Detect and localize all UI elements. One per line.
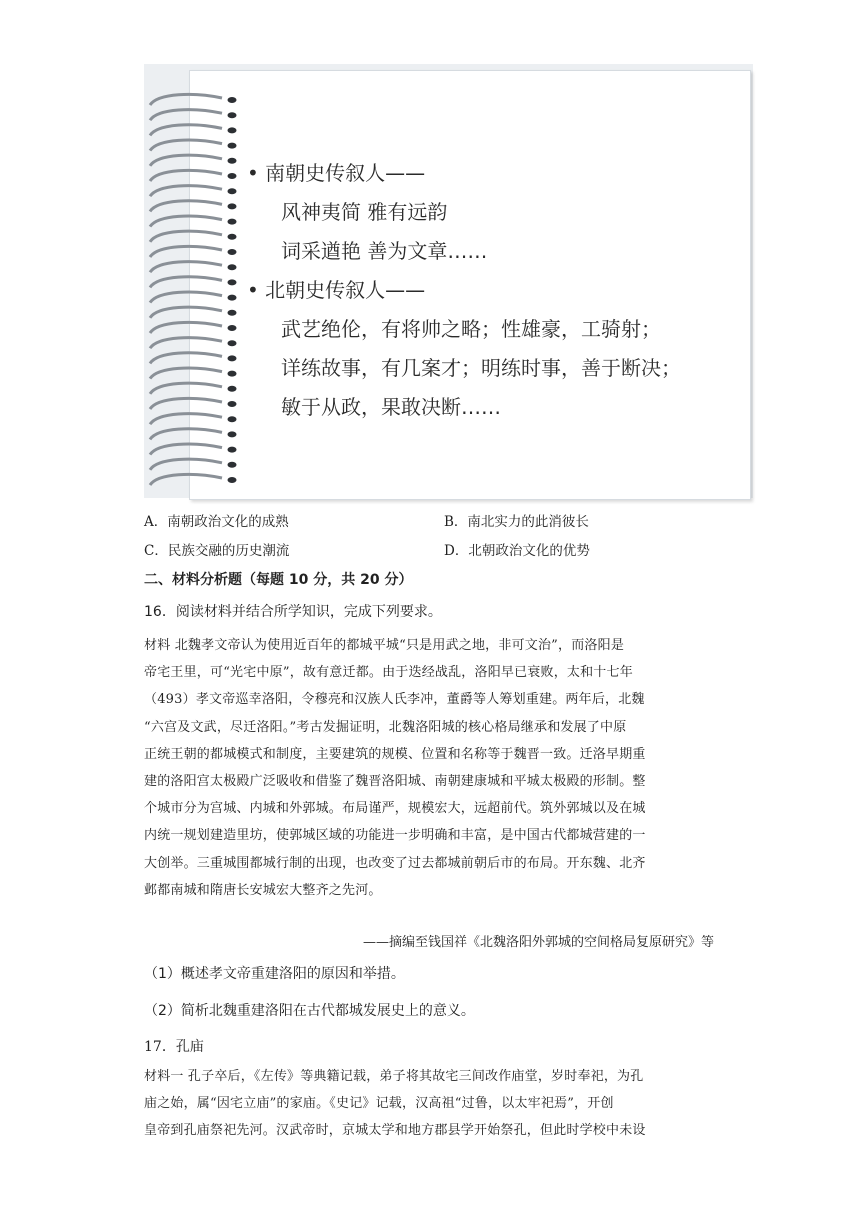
- notebook-line: 武艺绝伦，有将帅之略；性雄豪，工骑射；: [281, 317, 661, 341]
- spiral-ring: [150, 353, 222, 364]
- binding-hole: [228, 219, 237, 225]
- spiral-ring: [150, 292, 222, 303]
- binding-hole: [228, 97, 237, 103]
- binding-hole: [228, 431, 237, 437]
- question-17-title: 17．孔庙: [144, 1039, 204, 1055]
- spiral-ring: [150, 474, 222, 485]
- binding-hole: [228, 447, 237, 453]
- binding-hole: [228, 279, 237, 285]
- spiral-ring: [150, 338, 222, 349]
- binding-hole: [228, 158, 237, 164]
- binding-hole: [228, 386, 237, 392]
- material-line: 正统王朝的都城模式和制度，主要建筑的规模、位置和名称等于魏晋一致。迁洛早期重: [144, 746, 646, 762]
- question-16-sub1: （1）概述孝文帝重建洛阳的原因和举措。: [144, 966, 405, 982]
- material-line: 帝宅王里，可“光宅中原”，故有意迁都。由于迭经战乱，洛阳早已衰败，太和十七年: [144, 665, 633, 681]
- spiral-ring: [150, 383, 222, 394]
- binding-hole: [228, 143, 237, 149]
- binding-hole: [228, 234, 237, 240]
- spiral-ring: [150, 429, 222, 440]
- spiral-ring: [150, 216, 222, 227]
- material-line: 建的洛阳宫太极殿广泛吸收和借鉴了魏晋洛阳城、南朝建康城和平城太极殿的形制。整: [144, 774, 646, 790]
- spiral-ring: [150, 459, 222, 470]
- spiral-ring: [150, 246, 222, 257]
- material-line: 个城市分为宫城、内城和外郭城。布局谨严，规模宏大，远超前代。筑外郭城以及在城: [144, 801, 646, 817]
- binding-hole: [228, 355, 237, 361]
- binding-hole: [228, 127, 237, 133]
- spiral-ring: [150, 414, 222, 425]
- notebook-line: 风神夷简 雅有远韵: [281, 200, 448, 224]
- spiral-ring: [150, 368, 222, 379]
- material-line: 内统一规划建造里坊，使郭城区域的功能进一步明确和丰富，是中国古代都城营建的一: [144, 828, 646, 844]
- spiral-ring: [150, 444, 222, 455]
- material-line: 皇帝到孔庙祭祀先河。汉武帝时，京城太学和地方郡县学开始祭孔，但此时学校中未设: [144, 1123, 646, 1139]
- material-line: 大创举。三重城围都城行制的出现，也改变了过去都城前朝后市的布局。开东魏、北齐: [144, 855, 646, 871]
- question-16-sub2: （2）简析北魏重建洛阳在古代都城发展史上的意义。: [144, 1003, 475, 1019]
- binding-hole: [228, 371, 237, 377]
- material-line: （493）孝文帝巡幸洛阳，令穆亮和汉族人氏李冲，董爵等人筹划重建。两年后，北魏: [144, 692, 645, 708]
- notebook-text: [247, 154, 681, 427]
- material-line: 材料 北魏孝文帝认为使用近百年的都城平城“只是用武之地，非可文治”，而洛阳是: [144, 638, 625, 653]
- spiral-ring: [150, 262, 222, 273]
- binding-hole: [228, 401, 237, 407]
- notebook-figure: [144, 64, 753, 498]
- option-b: B．南北实力的此消彼长: [444, 514, 589, 530]
- binding-hole: [228, 477, 237, 483]
- spiral-ring: [150, 231, 222, 242]
- binding-hole: [228, 249, 237, 255]
- binding-hole: [228, 340, 237, 346]
- material-line: “六宫及文武，尽迁洛阳。”考古发掘证明，北魏洛阳城的核心格局继承和发展了中原: [144, 719, 627, 735]
- option-d: D．北朝政治文化的优势: [444, 543, 590, 559]
- spiral-ring: [150, 186, 222, 197]
- spiral-ring: [150, 125, 222, 136]
- spiral-ring: [150, 277, 222, 288]
- material-line: 邺都南城和隋唐长安城宏大整齐之先河。: [144, 882, 382, 898]
- option-a: A．南朝政治文化的成熟: [144, 514, 289, 530]
- notebook-line: • 南朝史传叙人——: [247, 161, 426, 185]
- binding-hole: [228, 325, 237, 331]
- binding-hole: [228, 310, 237, 316]
- material-source: ——摘编至钱国祥《北魏洛阳外郭城的空间格局复原研究》等: [362, 935, 714, 950]
- spiral-ring: [150, 307, 222, 318]
- binding-hole: [228, 173, 237, 179]
- spiral-ring: [150, 170, 222, 181]
- spiral-ring: [150, 201, 222, 212]
- question-17-material: [144, 1063, 716, 1145]
- binding-hole: [228, 188, 237, 194]
- notebook-line: 敏于从政，果敢决断……: [281, 395, 501, 419]
- spiral-binding-icon: [144, 78, 254, 498]
- material-line: 庙之始，属“因宅立庙”的家庙。《史记》记载，汉高祖“过鲁，以太牢祀焉”，开创: [144, 1096, 614, 1112]
- binding-hole: [228, 112, 237, 118]
- spiral-ring: [150, 322, 222, 333]
- question-16-stem: 16．阅读材料并结合所学知识，完成下列要求。: [144, 604, 442, 620]
- spiral-ring: [150, 110, 222, 121]
- spiral-ring: [150, 155, 222, 166]
- binding-hole: [228, 264, 237, 270]
- spiral-ring: [150, 140, 222, 151]
- notebook-line: 详练故事，有几案才；明练时事，善于断决；: [281, 356, 681, 380]
- binding-hole: [228, 462, 237, 468]
- spiral-ring: [150, 398, 222, 409]
- spiral-ring: [150, 94, 222, 105]
- question-16-material: [144, 632, 716, 904]
- binding-hole: [228, 295, 237, 301]
- section-heading: 二、材料分析题（每题 10 分，共 20 分）: [144, 572, 413, 588]
- notebook-line: 词采遒艳 善为文章……: [281, 239, 488, 263]
- binding-hole: [228, 203, 237, 209]
- material-line: 材料一 孔子卒后，《左传》等典籍记载，弟子将其故宅三间改作庙堂，岁时奉祀，为孔: [144, 1069, 644, 1084]
- notebook-line: • 北朝史传叙人——: [247, 278, 426, 302]
- binding-hole: [228, 416, 237, 422]
- option-c: C．民族交融的历史潮流: [144, 543, 290, 559]
